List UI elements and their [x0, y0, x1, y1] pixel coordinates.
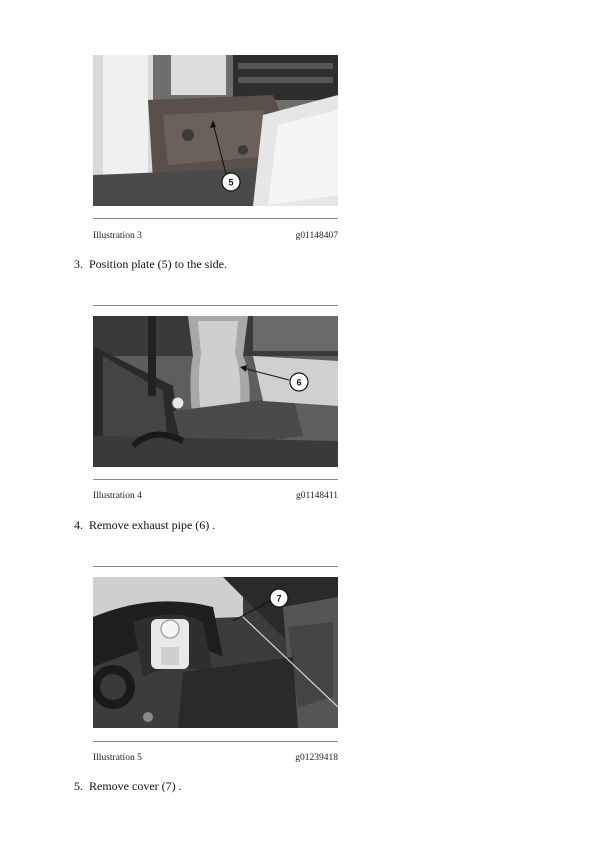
illustration-3-label: Illustration 3 [93, 231, 142, 241]
svg-text:6: 6 [296, 377, 302, 388]
illustration-3-caption [93, 231, 338, 241]
illustration-5-photo [93, 577, 338, 728]
step-4 [74, 518, 215, 533]
callout-7 [270, 589, 288, 607]
illustration-4-photo [93, 316, 338, 467]
callout-6 [290, 373, 308, 391]
callout-5 [222, 173, 240, 191]
step-5-text: Remove cover (7) . [89, 779, 182, 793]
illustration-3-code: g01148407 [295, 231, 338, 241]
step-3-number: 3. [74, 257, 83, 271]
step-5-number: 5. [74, 779, 83, 793]
step-3-text: Position plate (5) to the side. [89, 257, 227, 271]
illustration-5-caption [93, 753, 338, 763]
illustration-4-label: Illustration 4 [93, 491, 142, 501]
illustration-4-rule [93, 479, 338, 480]
illustration-4-top-rule [93, 305, 338, 306]
illustration-3-photo [93, 55, 338, 206]
illustration-5-rule [93, 741, 338, 742]
illustration-5-code: g01239418 [295, 753, 338, 763]
illustration-5-top-rule [93, 566, 338, 567]
illustration-4-code: g01148411 [295, 491, 338, 501]
step-4-text: Remove exhaust pipe (6) . [89, 518, 216, 532]
illustration-4-caption [93, 491, 338, 501]
step-5 [74, 779, 182, 794]
illustration-3-rule [93, 218, 338, 219]
svg-text:5: 5 [228, 177, 234, 188]
step-3 [74, 257, 227, 272]
illustration-5-label: Illustration 5 [93, 753, 142, 763]
svg-text:7: 7 [276, 593, 282, 604]
step-4-number: 4. [74, 518, 83, 532]
